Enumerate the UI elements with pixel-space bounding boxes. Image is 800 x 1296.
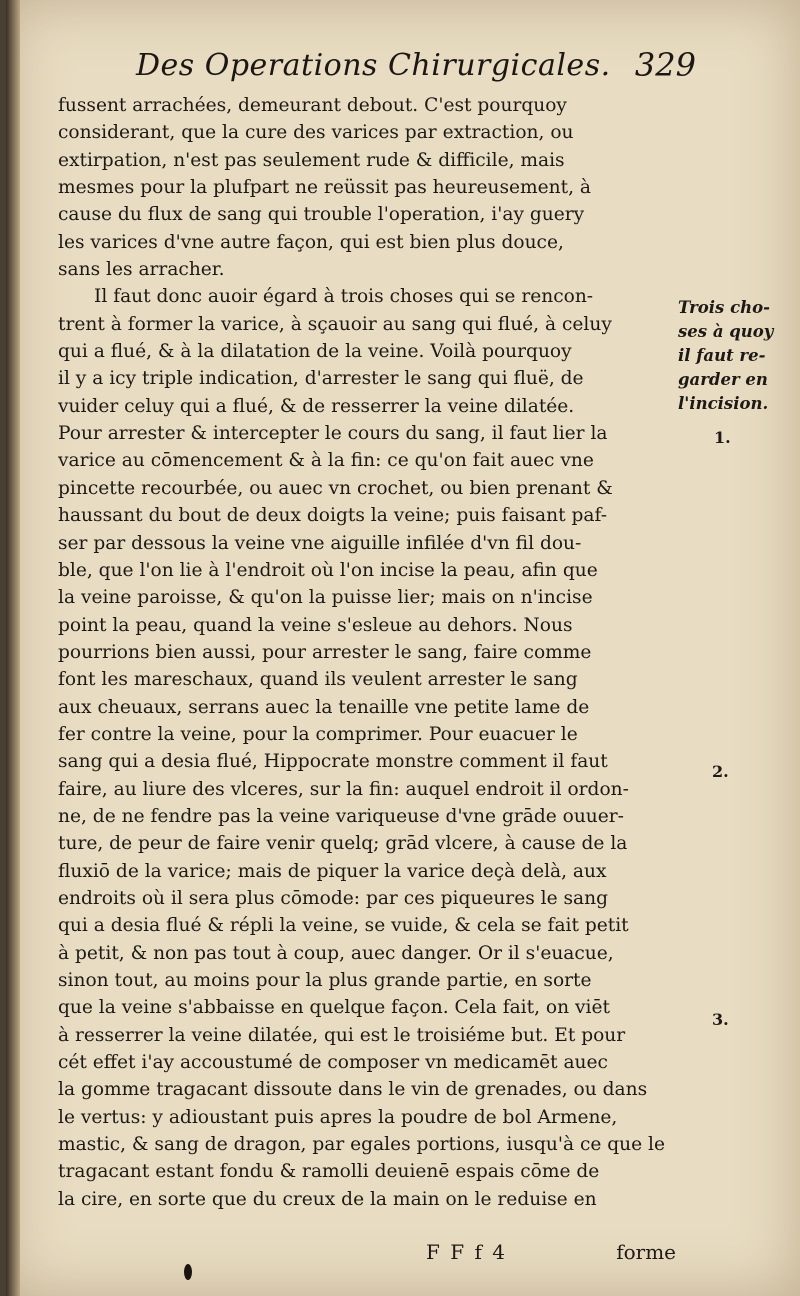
margin-note-line: Trois cho- — [678, 298, 770, 317]
text-line: Pour arrester & intercepter le cours du sang, il faut lier la — [58, 423, 608, 445]
text-line: Il faut donc auoir égard à trois choses qui se rencon- — [94, 286, 594, 308]
catchword: forme — [616, 1240, 676, 1264]
text-line: pourrions bien aussi, pour arrester le sang, faire comme — [58, 641, 592, 663]
text-line: endroits où il sera plus cōmode: par ces piqueures le sang — [58, 887, 609, 909]
text-line: le vertus: y adioustant puis apres la poudre de bol Armene, — [58, 1106, 618, 1128]
margin-note-line: l'incision. — [678, 394, 769, 413]
text-line: sinon tout, au moins pour la plus grande partie, en sorte — [58, 970, 592, 991]
text-line: mastic, & sang de dragon, par egales portions, iusqu'à ce que le — [58, 1134, 666, 1156]
margin-note-line: ses à quoy — [678, 322, 774, 341]
running-title: Des Operations Chirurgicales. — [136, 48, 611, 83]
text-line: cause du flux de sang qui trouble l'operation, i'ay guery — [58, 204, 585, 226]
text-line: il y a icy triple indication, d'arrester le sang qui fluë, de — [58, 368, 584, 390]
text-line: sang qui a desia flué, Hippocrate monstre comment il faut — [58, 751, 608, 773]
margin-number: 2. — [712, 762, 729, 781]
text-line: font les mareschaux, quand ils veulent arrester le sang — [58, 669, 578, 691]
text-line: qui a flué, & à la dilatation de la veine. Voilà pourquoy — [58, 341, 572, 363]
text-line: cét effet i'ay accoustumé de composer vn medicamēt auec — [58, 1052, 608, 1074]
page-footer — [386, 1240, 676, 1270]
book-spine — [6, 0, 20, 1296]
text-line: que la veine s'abbaisse en quelque façon. Cela fait, on viēt — [58, 997, 610, 1019]
text-line: ne, de ne fendre pas la veine variqueuse d'vne grāde ouuer- — [58, 805, 624, 827]
text-line: vuider celuy qui a flué, & de resserrer la veine dilatée. — [58, 395, 575, 417]
text-line: sans les arracher. — [58, 259, 225, 281]
margin-number: 1. — [714, 428, 731, 447]
text-line: la cire, en sorte que du creux de la main on le reduise en — [58, 1188, 597, 1210]
text-line: point la peau, quand la veine s'esleue au dehors. Nous — [58, 614, 573, 636]
margin-note-line: il faut re- — [678, 346, 766, 365]
text-line: faire, au liure des vlceres, sur la fin: auquel endroit il ordon- — [58, 778, 629, 800]
ink-blot — [184, 1264, 192, 1280]
text-line: les varices d'vne autre façon, qui est bien plus douce, — [58, 231, 564, 253]
page-header — [136, 44, 696, 90]
margin-number: 3. — [712, 1010, 729, 1029]
text-line: haussant du bout de deux doigts la veine; puis faisant paf- — [58, 505, 607, 527]
text-line: ser par dessous la veine vne aiguille infilée d'vn fil dou- — [58, 532, 582, 554]
text-line: extirpation, n'est pas seulement rude & difficile, mais — [58, 149, 565, 171]
text-line: fluxiō de la varice; mais de piquer la varice deçà delà, aux — [58, 860, 607, 882]
book-page — [6, 0, 800, 1296]
page-number: 329 — [634, 46, 696, 84]
text-line: trent à former la varice, à sçauoir au sang qui flué, à celuy — [58, 313, 612, 335]
text-line: considerant, que la cure des varices par extraction, ou — [58, 122, 574, 144]
text-line: tragacant estant fondu & ramolli deuienē espais cōme de — [58, 1161, 600, 1183]
text-line: pincette recourbée, ou auec vn crochet, ou bien prenant & — [58, 477, 613, 499]
text-line: fer contre la veine, pour la comprimer. Pour euacuer le — [58, 723, 578, 745]
text-line: varice au cōmencement & à la fin: ce qu'on fait auec vne — [58, 450, 594, 472]
text-line: fussent arrachées, demeurant debout. C'est pourquoy — [58, 95, 567, 116]
text-line: mesmes pour la plufpart ne reüssit pas heureusement, à — [58, 177, 592, 199]
signature-mark: F F f 4 — [426, 1240, 507, 1264]
text-line: la veine paroisse, & qu'on la puisse lier; mais on n'incise — [58, 587, 593, 609]
text-line: aux cheuaux, serrans auec la tenaille vne petite lame de — [58, 696, 590, 718]
text-line: la gomme tragacant dissoute dans le vin de grenades, ou dans — [58, 1079, 648, 1101]
text-line: à petit, & non pas tout à coup, auec danger. Or il s'euacue, — [58, 942, 614, 964]
body-text — [58, 92, 668, 1213]
text-line: ble, que l'on lie à l'endroit où l'on incise la peau, afin que — [58, 559, 598, 581]
text-line: à resserrer la veine dilatée, qui est le troisiéme but. Et pour — [58, 1024, 626, 1046]
text-line: qui a desia flué & répli la veine, se vuide, & cela se fait petit — [58, 915, 629, 937]
margin-note-line: garder en — [678, 370, 768, 389]
text-line: ture, de peur de faire venir quelq; grād vlcere, à cause de la — [58, 833, 628, 855]
